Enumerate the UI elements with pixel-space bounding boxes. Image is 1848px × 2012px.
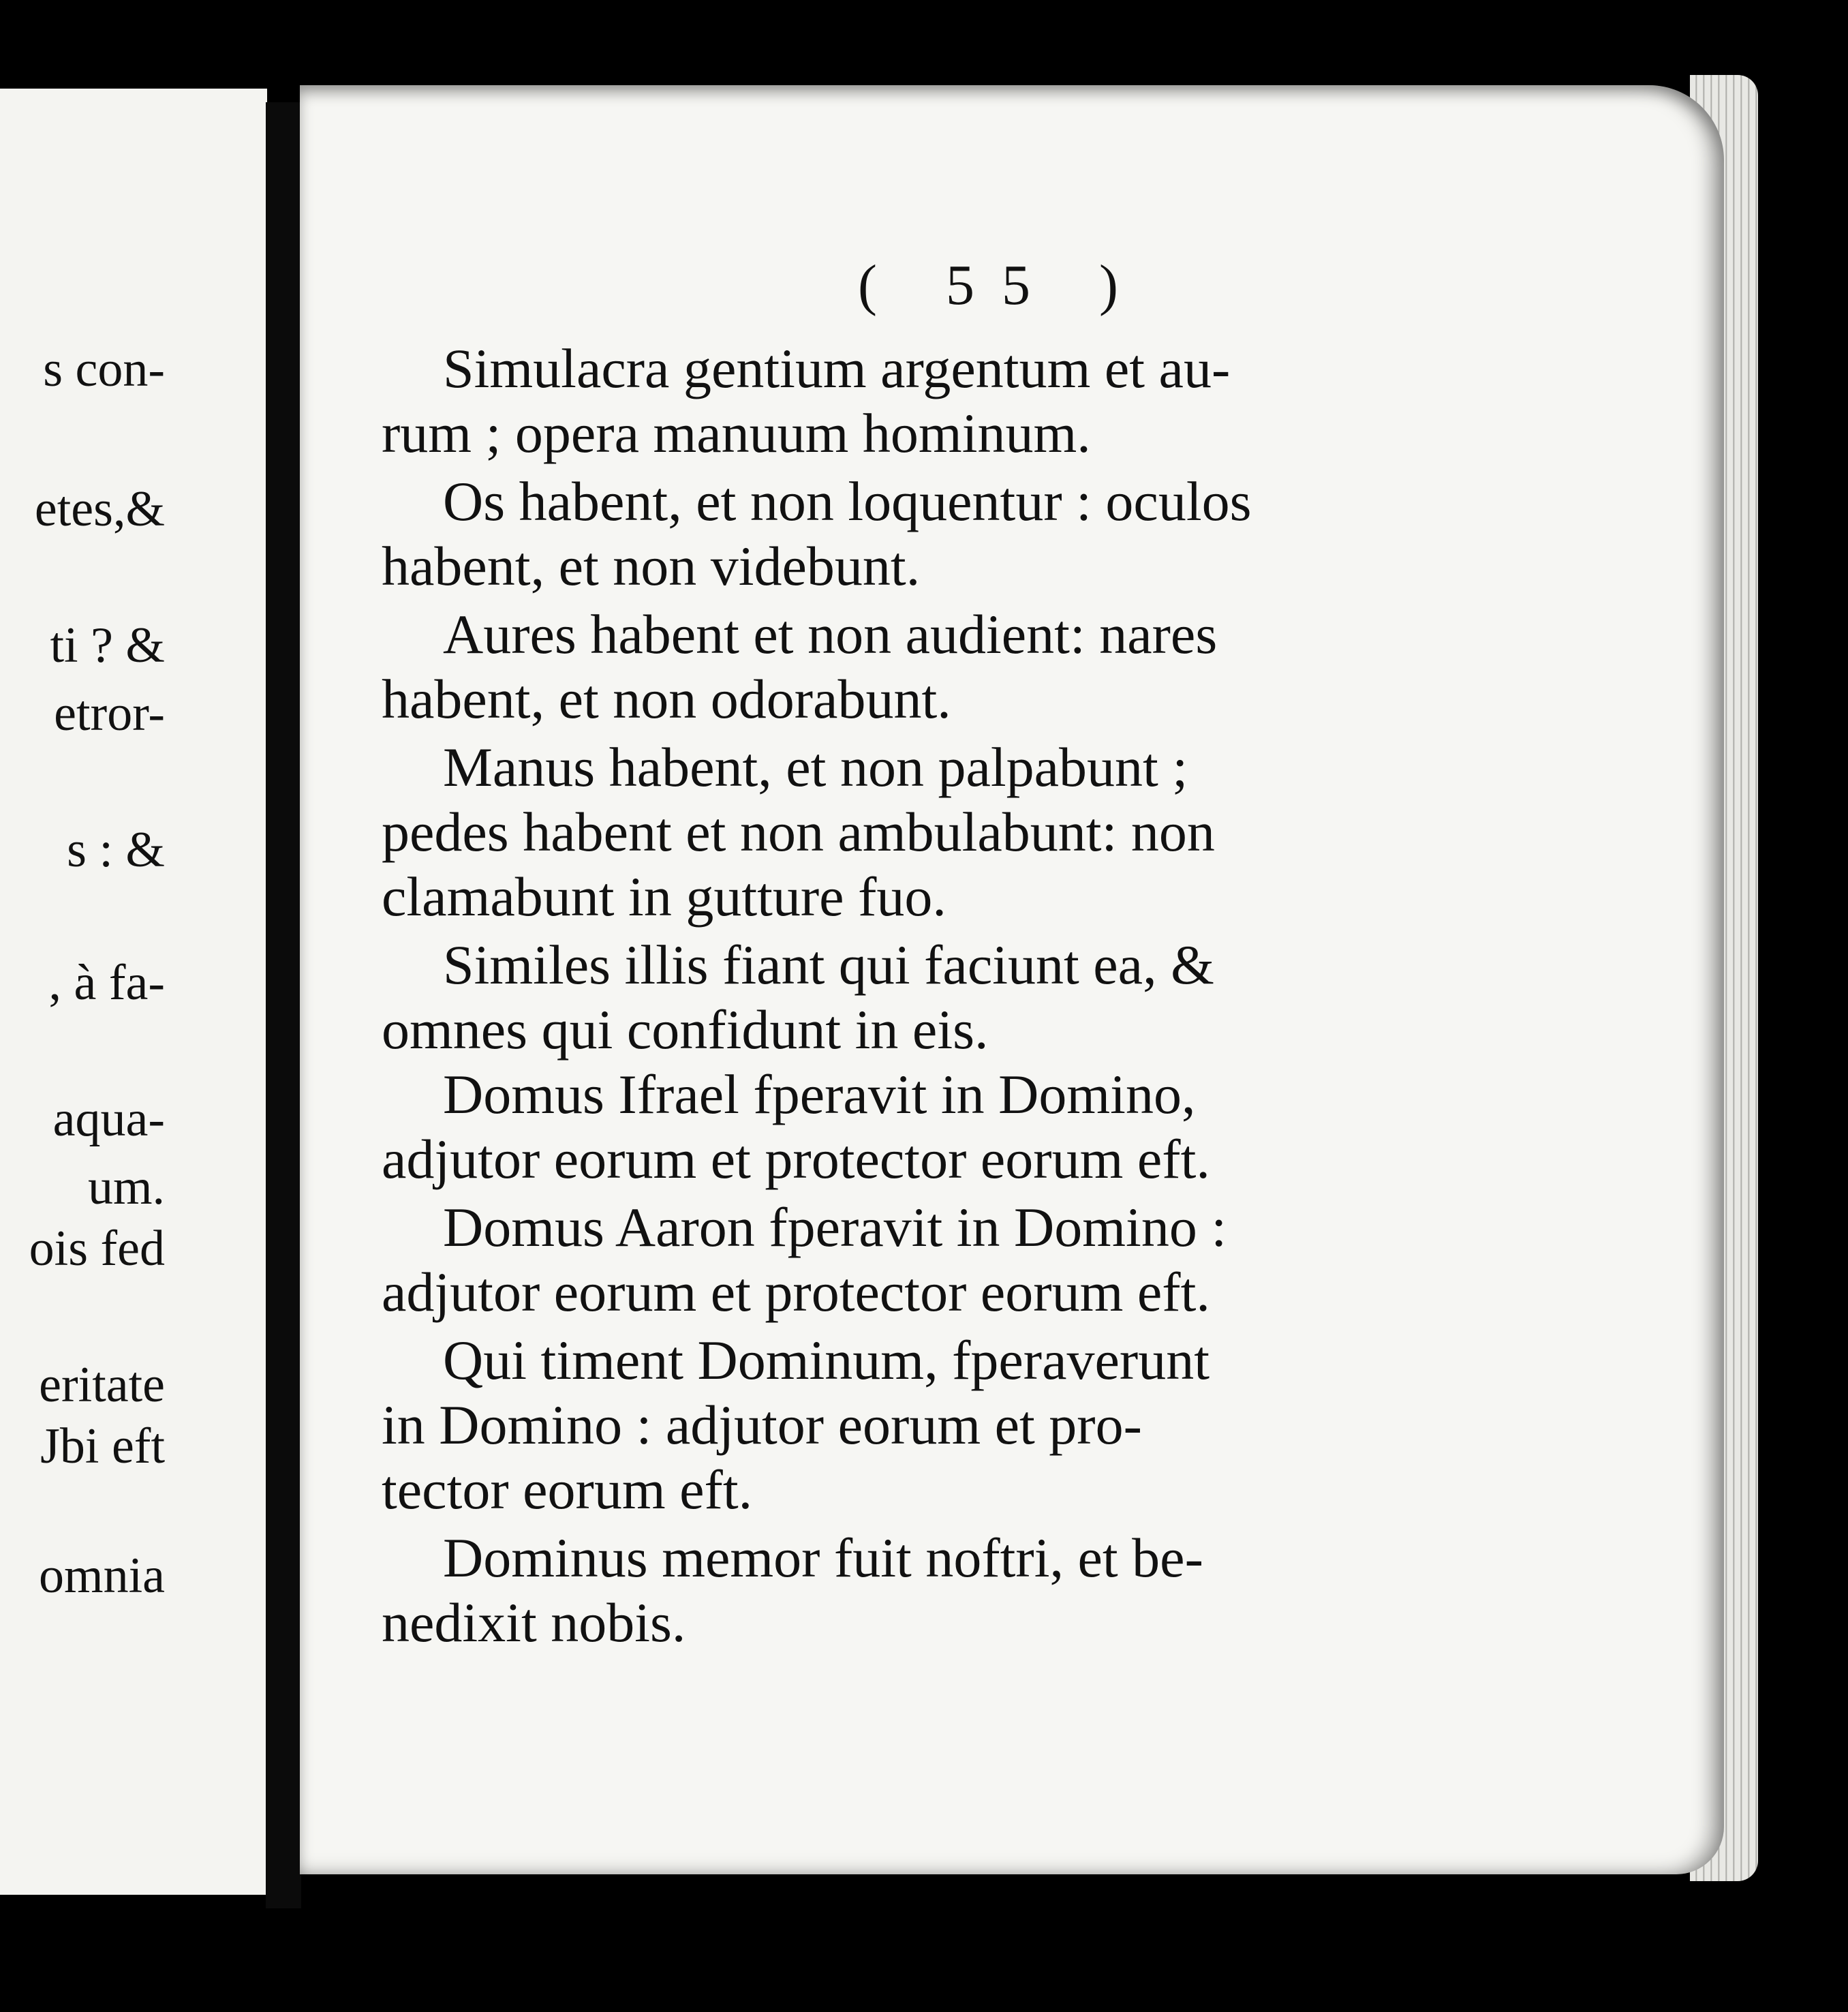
- left-line-fragment: , à fa-: [48, 955, 165, 1011]
- left-line-fragment: Jbi eft: [40, 1418, 165, 1474]
- verse-line: omnes qui confidunt in eis.: [382, 999, 989, 1061]
- verse-line: Os habent, et non loquentur : oculos: [443, 470, 1252, 532]
- verse-line: habent, et non videbunt.: [382, 535, 921, 597]
- verse-line: in Domino : adjutor eorum et pro-: [382, 1394, 1142, 1456]
- left-line-fragment: etes,&: [34, 481, 165, 537]
- left-line-fragment: etror-: [54, 686, 165, 742]
- verse-line: Manus habent, et non palpabunt ;: [443, 736, 1188, 798]
- left-line-fragment: eritate: [39, 1357, 165, 1413]
- left-line-fragment: ti ? &: [50, 618, 165, 673]
- page-number: ( 55 ): [858, 254, 1145, 317]
- verse-line: Domus Ifrael fperavit in Domino,: [443, 1063, 1196, 1125]
- verse-line: tector eorum eft.: [382, 1459, 753, 1521]
- right-page: [300, 85, 1724, 1874]
- verse-line: Aures habent et non audient: nares: [443, 603, 1218, 665]
- left-page: [0, 89, 267, 1895]
- left-page-text: [0, 89, 267, 1895]
- verse-line: habent, et non odorabunt.: [382, 668, 951, 730]
- verse-line: adjutor eorum et protector eorum eft.: [382, 1261, 1210, 1323]
- verse-line: Similes illis fiant qui faciunt ea, &: [443, 934, 1214, 996]
- verse-line: Dominus memor fuit noftri, et be-: [443, 1527, 1203, 1589]
- verse-line: pedes habent et non ambulabunt: non: [382, 801, 1215, 863]
- left-line-fragment: aqua-: [52, 1091, 165, 1147]
- verse-line: nedixit nobis.: [382, 1591, 686, 1653]
- left-line-fragment: um.: [87, 1159, 165, 1215]
- verse-line: Simulacra gentium argentum et au-: [443, 337, 1231, 399]
- verse-line: Qui timent Dominum, fperaverunt: [443, 1329, 1210, 1391]
- left-line-fragment: omnia: [39, 1548, 165, 1604]
- verse-line: rum ; opera manuum hominum.: [382, 402, 1091, 464]
- verse-line: adjutor eorum et protector eorum eft.: [382, 1128, 1210, 1190]
- left-line-fragment: s : &: [67, 822, 165, 878]
- left-line-fragment: s con-: [43, 341, 165, 397]
- book-gutter: [266, 102, 301, 1908]
- verse-line: Domus Aaron fperavit in Domino :: [443, 1196, 1227, 1258]
- verse-line: clamabunt in gutture fuo.: [382, 866, 946, 928]
- left-line-fragment: ois fed: [29, 1221, 165, 1277]
